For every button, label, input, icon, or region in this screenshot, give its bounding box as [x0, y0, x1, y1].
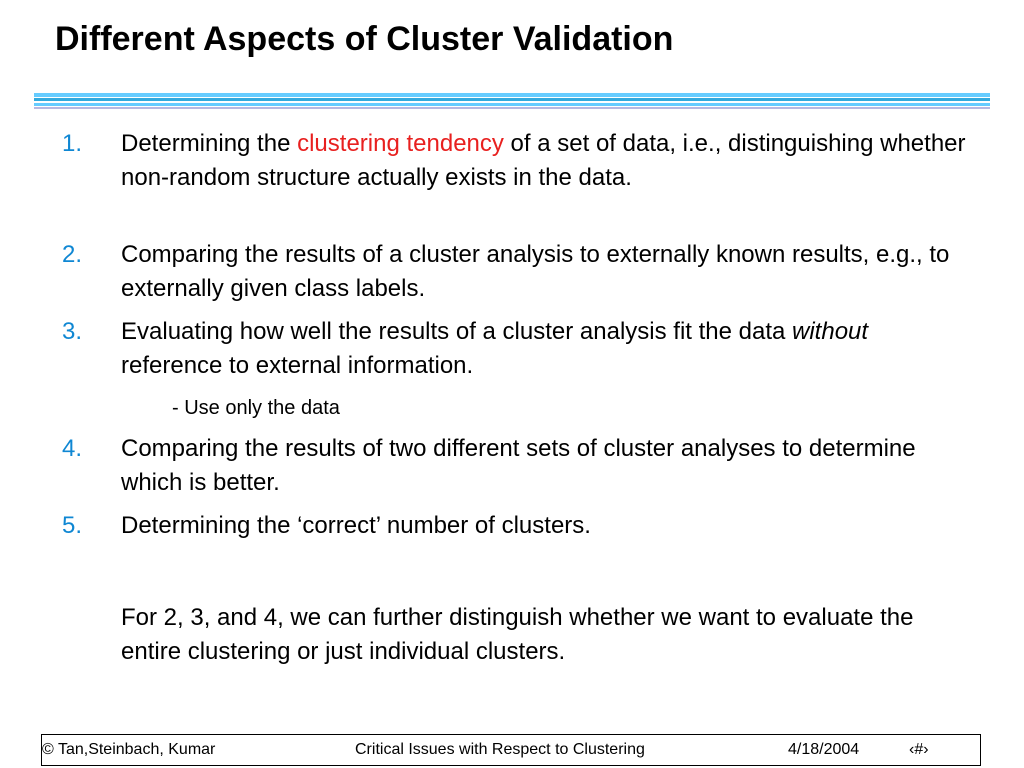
highlighted-term: clustering tendency — [297, 130, 504, 157]
list-text-part: Determining the — [121, 130, 298, 157]
footer-page-number: ‹#› — [909, 741, 929, 758]
list-number: 1. — [62, 130, 83, 157]
list-number: 2. — [62, 241, 83, 268]
slide-title: Different Aspects of Cluster Validation — [55, 20, 674, 58]
list-number: 5. — [62, 512, 83, 539]
list-number: 3. — [62, 318, 83, 345]
list-text: Comparing the results of a cluster analysis to externally known results, e.g., to externally given class labels. — [121, 241, 950, 302]
list-text-part: Evaluating how well the results of a cluster analysis fit the data — [121, 318, 793, 345]
list-text-part: of a set of data, i.e., distinguishing whether non-random structure actually exists in the data. — [121, 130, 966, 191]
title-divider — [34, 93, 990, 97]
list-text-part: reference to external information. — [121, 352, 474, 379]
title-divider — [34, 107, 990, 109]
list-text: Comparing the results of two different sets of cluster analyses to determine which is better. — [121, 435, 916, 496]
footer-date: 4/18/2004 — [788, 741, 860, 758]
emphasized-word: without — [792, 318, 869, 345]
list-text — [121, 315, 971, 383]
list-text: Determining the ‘correct’ number of clusters. — [121, 512, 591, 539]
title-divider — [34, 103, 990, 106]
closing-note: For 2, 3, and 4, we can further distinguish whether we want to evaluate the entire clustering or just individual clusters. — [121, 604, 914, 665]
title-divider — [34, 98, 990, 101]
list-text — [121, 127, 971, 195]
footer-copyright: © Tan,Steinbach, Kumar — [42, 741, 216, 758]
footer-course-title: Critical Issues with Respect to Clustering — [355, 741, 645, 758]
sub-point: - Use only the data — [172, 397, 340, 419]
list-number: 4. — [62, 435, 83, 462]
slide-footer — [41, 734, 981, 766]
